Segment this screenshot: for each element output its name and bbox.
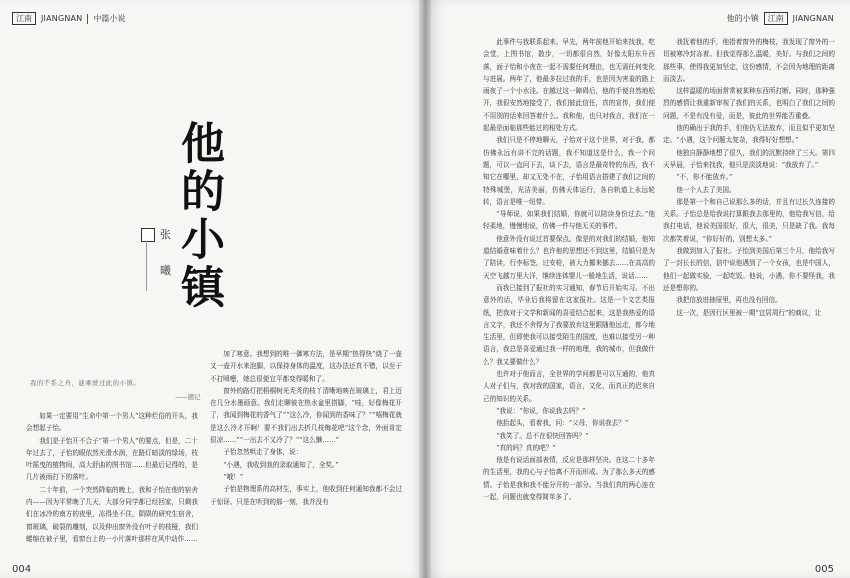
brand-logo: 江南: [764, 12, 788, 25]
paragraph: 这一次，是因行区里被一期“宜居周行”的商议，让: [676, 308, 822, 317]
paragraph: 而我已接到了报社的实习通知，春节后开始实习。不出意外的话，毕业后我将留在这家报社。这是一个文艺类报纸，把我对于文学和新闻的喜爱结合起来，这是我热爱的语言文字，我还不舍得为了我要放弃这里跟随他远走，都今地生活里，但即使我可以接受陌生的国度，也难以接受另一种语言，我总是喜爱通过我一样的地理，我的城市，但我做什么？我又要做什么？: [483, 283, 655, 366]
story-title: 他的小镇: [173, 120, 224, 312]
paragraph: “小遇，我收到我的录取通知了，全奖。”: [223, 460, 339, 469]
header-divider: [87, 14, 88, 24]
paragraph: 他抬起头，看着我，问：“父母，你说我去？”: [496, 419, 629, 428]
paragraph: “我笑了。总不在很快回答吗？”: [496, 431, 589, 440]
header-story-title: 他的小镇: [726, 14, 759, 23]
brand-logo: 江南: [12, 12, 36, 25]
right-page: [425, 0, 850, 578]
right-column-2: [663, 36, 835, 572]
paragraph: 加了寒意。我想到的唯一御寒方法，是早期“热得快”烧了一壶又一壶开水来泡脚，以保持身体的温度，这办法还真不错，以至于不打喷嚏，她总很便宜平都变得暖和了。: [210, 350, 402, 383]
paragraph: 子怡是物理系的高材生，事实上，他收到任何通知我都不会过于惊讶。只是在听到的那一刻，我并没有: [210, 485, 402, 506]
paragraph: 他一个人去了美国。: [676, 185, 736, 194]
paragraph: 他意外没有说过首要保点。像是的对我们的结婚，他知道结婚意味着什么？也许他的思想还不到这里，结婚只是为了陪读，行李标签，过安检，被大力挪来挪去……在高高的天空飞越万里大洋，继续连体婴儿一般地生活，说话……: [483, 234, 655, 280]
paragraph: 二十年前，一个突然降临的晚上，我和子怡在他的宿舍内——因为平常晚了几天，大部分同学都已经回家，只剩我们在冰冷的南方的夜里，冻得坐不住，陨陨的研究生宿舍，窗玻璃，破裂的雕刻，以及伸出窗外没有叶子的枝桠，我们蜷缩在被子里，看窗台上的一小片落叶那样在风中动作……: [26, 485, 198, 543]
paragraph: 也许对于他而言，全世界的学问都是可以互通的，他真人对子们与，我对我的国家，语言，文化，而真正的迟来自己的知识的关系。: [483, 370, 655, 403]
paragraph: 子怡忽然哄走了身体，说：: [223, 448, 303, 457]
paragraph: 这样温暖的场面常常被某种东西所打断。同时，那种强烈的感情让我重新审视了我们的关系，也明白了我们之间的问题，不是有没有爱，而是，彼此的世界能否重叠。: [663, 87, 835, 120]
paragraph: 我做到加入了报社。子怡到美国后第三个月，他给我写了一封长长的信，信中说他遇到了一个女孩，也是中国人，他们一起做实验，一起吃饭。他说，小遇，你不要怪我，我还是想你的。: [663, 247, 835, 292]
right-running-header: [727, 12, 834, 25]
right-column-1: [483, 36, 655, 572]
left-column-2: [210, 348, 402, 574]
author-name-char1: 张: [160, 228, 171, 241]
paragraph: 如果一定要用“生命中第一个男人”这种烂俗的开头，我会想起子怡。: [26, 412, 198, 433]
epigraph-source: ——题记: [175, 393, 201, 401]
paragraph: 此事件与我联系起来。早先，两年前他开始来找我，吃会堂，上图书馆，散步，一切都很自然，好像太阳东升西落，面子怡和小夜在一起不需要任何理由，也无需任何变化与进展。两年了，他最多拉过我的手，也是因为害羞的路上雨夜了一个小水洼。在越过这一障碍后，他的手便自然地松开，我很安然地接受了，我们彼此信任，真的宣传，我们便不用别的话来回答着什么。我和他，也只对我言，我们在一起最是面临那些能过的相处方式。: [483, 38, 655, 133]
left-column-1: [26, 410, 198, 572]
paragraph: 他的确出于我的手，但他仍无法放弃，而且似乎更加坚定。“小遇，这个问题太复杂，我得好好想想。”: [663, 124, 835, 145]
paragraph: 我们只是不停地聊天，子怡对于这个世界，对于我，都仿佛永远有讲不完的话题，我不知道这是什么，我一个问题，可以一直问下去，谈下去，语言是最奇特的东西，我不知它在哪里，却又无处不在，子怡用语言搭建了我们之间的特殊城堡，光洁美丽，仿佛天体运行，各自轨道上永远轮转，语言是唯一纽带。: [483, 136, 655, 206]
paragraph: “真的吗？真的吧？”: [496, 443, 556, 452]
page-number-right: 005: [814, 564, 834, 575]
page-number-left: 004: [12, 564, 32, 575]
paragraph: 我抚着他的手，他指着窗外的梅枝，我发现了窗外的一切被寒冷封冻着。但我觉得那么温暖，美好。与我们之间的那些事，使得我更加坚定，这份感情，不会因为地理的距离而淡去。: [663, 38, 835, 83]
paragraph: 我把信放进抽屉里，再也没有回信。: [676, 296, 782, 305]
author-marker-icon: [141, 228, 155, 242]
paragraph: “我说：“你说，你说我去吗？”: [496, 406, 586, 415]
author-rule: [146, 241, 147, 291]
paragraph: “不，你不能放弃。”: [676, 173, 733, 182]
paragraph: “哦！”: [223, 472, 244, 481]
paragraph: 窗外的路灯把梧桐树光秃秃的枝丫清晰地映在玻璃上，君上近在几分水墨画意。我们走聊彼在热水盆里搭脚，“哇，好像梅花开了，我闻到梅花的香气了”“这么冷，你闻到的香味了？”“嘻梅花就是这么冷才开啊！要不我们出去折几枝梅花吧”这个念，外面肯定很凉……”“一出去不又冷了？”“这么懒……”: [210, 386, 402, 445]
paragraph: 我们是子怡开不合子“第一个男人”的要点，但是，二十年过去了，子怡的眼依然光滑水润，在路灯暗淡的绿场，枝叶摇曳的植物间，高大舒曲的图书馆……但最后记得的，是几片被雨打下的落叶。: [26, 436, 198, 482]
section-label: 中篇小说: [93, 14, 126, 23]
left-running-header: [12, 12, 125, 25]
paragraph: 他是有说话面部表情，反应是那样坚决。在这二十多年的生活里，我的心与子怡离不开而形成。为了那么多天的感情。子怡是我和我不能分开的一部分。当我们真的两心连在一起，问题也就变得简单多了。: [483, 456, 655, 501]
epigraph: 我的不系之舟，谜乘驶过此的小镇。: [30, 379, 141, 387]
brand-name: JIANGNAN: [41, 14, 83, 23]
paragraph: “导师说，如果我们结婚，你就可以陪读身份过去。”他轻柔地，慢慢地说，仿佛一件与他无关的事件。: [483, 210, 655, 231]
book-gutter: [419, 0, 431, 578]
brand-name: JIANGNAN: [792, 14, 834, 23]
paragraph: 那是第一个和自己说那么多的话，并且有过长久连接的关系。子怡总是给我说打算跟我去那里的，他给我写信，给我打电话，他说美国很好，很大，很美，只是缺了我。我每次都笑着说，“你好好的，别想太多。”: [663, 197, 835, 243]
paragraph: 他独自静静地想了很久，我们的沉默持续了三天。第四天早晨，子怡来找我，他只是淡淡地说：“我放弃了。”: [663, 148, 835, 169]
author-name-char2: 曦: [160, 264, 171, 277]
